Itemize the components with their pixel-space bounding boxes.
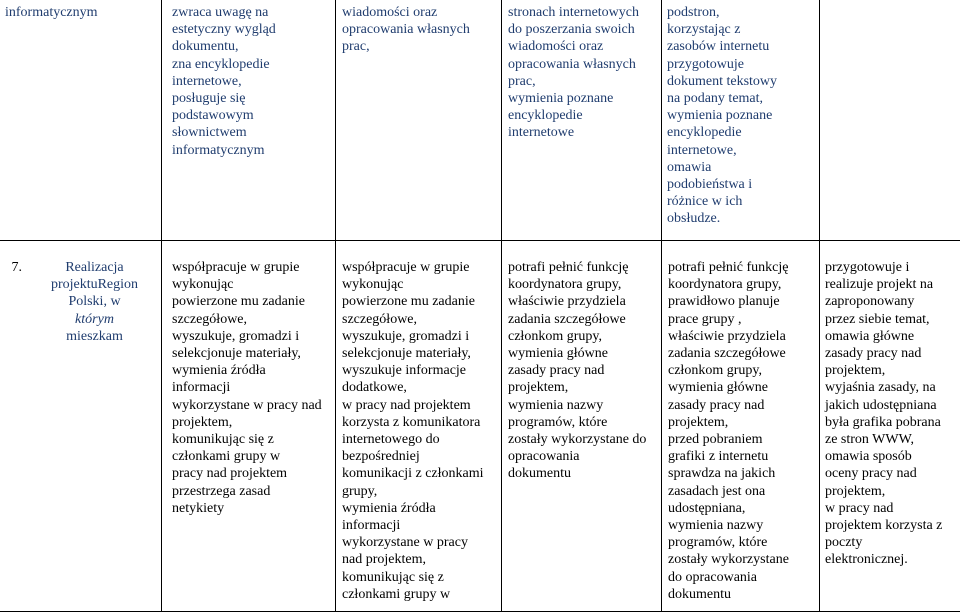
cell-line: zna encyklopedie: [172, 56, 331, 73]
cell-line: właściwie przydziela: [668, 328, 815, 345]
cell-line: była grafika pobrana: [825, 414, 957, 431]
cell-line: projektem,: [172, 414, 331, 431]
cell-line: zasobów internetu: [667, 38, 815, 55]
cell-line: prawidłowo planuje: [668, 293, 815, 310]
cell-line: koordynatora grupy,: [508, 276, 657, 293]
cell-line: koordynatora grupy,: [668, 276, 815, 293]
cell-line: szczegółowe,: [342, 311, 497, 328]
cell-line: bezpośredniej: [342, 448, 497, 465]
cell-line: korzysta z komunikatora: [342, 414, 497, 431]
cell-line: prace grupy ,: [668, 311, 815, 328]
cell-line: współpracuje w grupie: [342, 259, 497, 276]
cell-line: komunikując się z: [342, 569, 497, 586]
cell-line: dodatkowe,: [342, 379, 497, 396]
cell-line: netykiety: [172, 500, 331, 517]
grade-cell-dobra: [502, 241, 662, 612]
cell-line: członkom grupy,: [508, 328, 657, 345]
grade-cell-dostateczna: [336, 241, 502, 612]
cell-line: wiadomości oraz: [342, 4, 497, 21]
cell-line: komunikacji z członkami: [342, 465, 497, 482]
cell-line: informatycznym: [172, 142, 331, 159]
cell-line: współpracuje w grupie: [172, 259, 331, 276]
cell-line: grafiki z internetu: [668, 448, 815, 465]
topic-title-line: Polski, w: [30, 293, 159, 310]
cell-line: projektem,: [825, 362, 957, 379]
cell-line: członkami grupy w: [172, 448, 331, 465]
cell-line: wymienia poznane: [667, 107, 815, 124]
cell-line: podobieństwa i: [667, 176, 815, 193]
cell-line: projektem,: [668, 414, 815, 431]
cell-line: przestrzega zasad: [172, 483, 331, 500]
cell-line: informacji: [342, 517, 497, 534]
cell-line: dokument tekstowy: [667, 73, 815, 90]
topic-title-word: projektu: [51, 277, 98, 292]
cell-line: w pracy nad: [825, 500, 957, 517]
cell-line: przygotowuje: [667, 56, 815, 73]
cell-line: ze stron WWW,: [825, 431, 957, 448]
cell-line: zasady pracy nad: [508, 362, 657, 379]
cell-line: wyszukuje, gromadzi i: [172, 328, 331, 345]
topic-title-line: mieszkam: [30, 328, 159, 345]
cell-line: prac,: [342, 38, 497, 55]
cell-line: podstron,: [667, 4, 815, 21]
cell-line: wyszukuje, gromadzi i: [342, 328, 497, 345]
cell-line: zadania szczegółowe: [668, 345, 815, 362]
topic-cell: [0, 241, 162, 612]
cell-line: wykorzystane w pracy: [342, 534, 497, 551]
cell-line: członkami grupy w: [342, 586, 497, 603]
cell-line: zwraca uwagę na: [172, 4, 331, 21]
grade-cell-dopuszczajaca: [162, 0, 336, 241]
grade-cell-dostateczna: [336, 0, 502, 241]
cell-line: powierzone mu zadanie: [342, 293, 497, 310]
cell-line: do poszerzania swoich: [508, 21, 657, 38]
cell-line: wyszukuje informacje: [342, 362, 497, 379]
grade-cell-celujaca: [820, 241, 960, 612]
cell-line: programów, które: [508, 414, 657, 431]
cell-line: wykonując: [342, 276, 497, 293]
cell-line: sprawdza na jakich: [668, 465, 815, 482]
cell-line: wykorzystane w pracy nad: [172, 397, 331, 414]
cell-line: wymienia nazwy: [508, 397, 657, 414]
cell-line: wyjaśnia zasady, na: [825, 379, 957, 396]
table-row: [0, 241, 960, 612]
cell-line: omawia: [667, 159, 815, 176]
cell-line: przygotowuje i: [825, 259, 957, 276]
cell-line: wymienia poznane: [508, 90, 657, 107]
cell-line: grupy,: [342, 483, 497, 500]
cell-line: komunikując się z: [172, 431, 331, 448]
cell-line: programów, które: [668, 534, 815, 551]
cell-line: poczty: [825, 534, 957, 551]
cell-line: realizuje projekt na: [825, 276, 957, 293]
cell-line: oceny pracy nad: [825, 465, 957, 482]
cell-line: pracy nad projektem: [172, 465, 331, 482]
cell-line: informacji: [172, 379, 331, 396]
cell-line: udostępniana,: [668, 500, 815, 517]
cell-line: wymienia główne: [508, 345, 657, 362]
cell-line: powierzone mu zadanie: [172, 293, 331, 310]
cell-line: omawia sposób: [825, 448, 957, 465]
cell-line: wymienia źródła: [172, 362, 331, 379]
cell-line: prac,: [508, 73, 657, 90]
cell-line: selekcjonuje materiały,: [342, 345, 497, 362]
table-row: [0, 0, 960, 241]
grade-cell-bardzo-dobra: [662, 241, 820, 612]
topic-cell: [0, 0, 162, 241]
cell-line: szczegółowe,: [172, 311, 331, 328]
cell-line: przed pobraniem: [668, 431, 815, 448]
cell-line: zostały wykorzystane do: [508, 431, 657, 448]
cell-line: stronach internetowych: [508, 4, 657, 21]
cell-line: wymienia źródła: [342, 500, 497, 517]
cell-line: zasady pracy nad: [668, 397, 815, 414]
cell-line: projektem,: [825, 483, 957, 500]
cell-line: zasady pracy nad: [825, 345, 957, 362]
cell-line: elektronicznej.: [825, 551, 957, 568]
cell-line: omawia główne: [825, 328, 957, 345]
cell-line: internetowe,: [667, 142, 815, 159]
cell-line: obsłudze.: [667, 210, 815, 227]
cell-line: zostały wykorzystane: [668, 551, 815, 568]
cell-line: jakich udostępniana: [825, 397, 957, 414]
cell-line: właściwie przydziela: [508, 293, 657, 310]
cell-line: potrafi pełnić funkcję: [668, 259, 815, 276]
cell-line: zadania szczegółowe: [508, 311, 657, 328]
grade-cell-dobra: [502, 0, 662, 241]
topic-title-line: Realizacja: [30, 259, 159, 276]
cell-line: internetowe,: [172, 73, 331, 90]
cell-line: dokumentu: [668, 586, 815, 603]
grade-cell-dopuszczajaca: [162, 241, 336, 612]
cell-line: przez siebie temat,: [825, 311, 957, 328]
topic-number: 7.: [0, 259, 22, 345]
cell-line: zaproponowany: [825, 293, 957, 310]
cell-line: dokumentu,: [172, 38, 331, 55]
cell-line: opracowania własnych: [508, 56, 657, 73]
cell-line: projektem,: [508, 379, 657, 396]
cell-line: internetowe: [508, 124, 657, 141]
cell-line: encyklopedie: [667, 124, 815, 141]
cell-line: posługuje się: [172, 90, 331, 107]
grade-cell-bardzo-dobra: [662, 0, 820, 241]
topic-title-word: Region: [98, 277, 138, 292]
cell-line: zasadach jest ona: [668, 483, 815, 500]
cell-line: potrafi pełnić funkcję: [508, 259, 657, 276]
cell-line: opracowania: [508, 448, 657, 465]
cell-line: w pracy nad projektem: [342, 397, 497, 414]
cell-line: internetowego do: [342, 431, 497, 448]
cell-line: członkom grupy,: [668, 362, 815, 379]
cell-line: dokumentu: [508, 465, 657, 482]
cell-line: wymienia nazwy: [668, 517, 815, 534]
topic-title-line: którym: [30, 311, 159, 328]
cell-line: estetyczny wygląd: [172, 21, 331, 38]
cell-line: wymienia główne: [668, 379, 815, 396]
cell-line: do opracowania: [668, 569, 815, 586]
cell-line: nad projektem,: [342, 551, 497, 568]
cell-line: podstawowym: [172, 107, 331, 124]
cell-line: na podany temat,: [667, 90, 815, 107]
cell-line: opracowania własnych: [342, 21, 497, 38]
cell-line: wykonując: [172, 276, 331, 293]
cell-line: różnice w ich: [667, 193, 815, 210]
cell-line: informatycznym: [5, 4, 157, 21]
cell-line: korzystając z: [667, 21, 815, 38]
cell-line: encyklopedie: [508, 107, 657, 124]
cell-line: słownictwem: [172, 124, 331, 141]
cell-line: wiadomości oraz: [508, 38, 657, 55]
cell-line: projektem korzysta z: [825, 517, 957, 534]
cell-line: selekcjonuje materiały,: [172, 345, 331, 362]
